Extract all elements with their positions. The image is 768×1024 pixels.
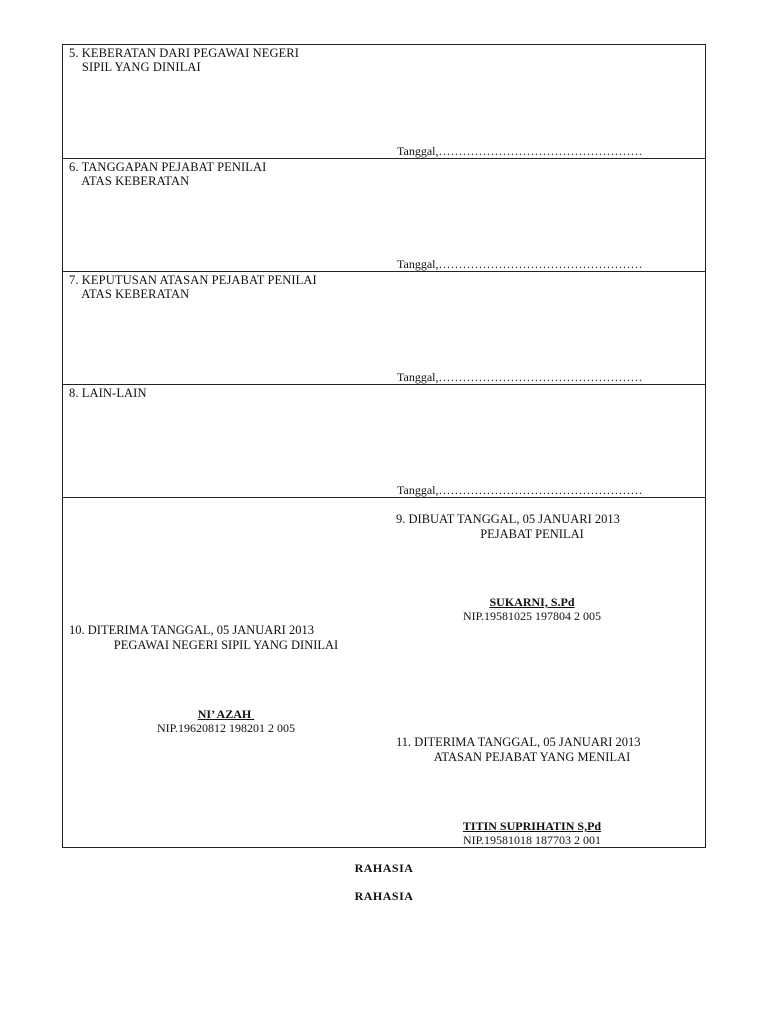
- section-other: [63, 385, 705, 498]
- section-title: 6. TANGGAPAN PEJABAT PENILAI ATAS KEBERATAN: [69, 160, 267, 188]
- date-line: Tanggal,……………………………………………: [397, 370, 643, 384]
- date-line: Tanggal,……………………………………………: [397, 483, 643, 497]
- made-signatory-name: SUKARNI, S.Pd: [489, 595, 575, 609]
- section-decision: [63, 272, 705, 385]
- section-response: [63, 159, 705, 272]
- made-signatory-nip: NIP.19581025 197804 2 005: [462, 609, 601, 623]
- superior-name: TITIN SUPRIHATIN S,Pd: [462, 819, 602, 833]
- section-title: 7. KEPUTUSAN ATASAN PEJABAT PENILAI ATAS KEBERATAN: [69, 273, 317, 301]
- section-title: 8. LAIN-LAIN: [69, 386, 147, 400]
- received-superior-role: ATASAN PEJABAT YANG MENILAI: [433, 750, 631, 764]
- section-signatures: [63, 498, 705, 847]
- made-role: PEJABAT PENILAI: [480, 527, 584, 541]
- date-line: Tanggal,……………………………………………: [397, 144, 643, 158]
- made-date-line: 9. DIBUAT TANGGAL, 05 JANUARI 2013: [396, 512, 620, 526]
- received-employee-date-line: 10. DITERIMA TANGGAL, 05 JANUARI 2013: [69, 623, 314, 637]
- received-employee-role: PEGAWAI NEGERI SIPIL YANG DINILAI: [113, 638, 339, 652]
- received-superior-date-line: 11. DITERIMA TANGGAL, 05 JANUARI 2013: [396, 735, 641, 749]
- section-title: 5. KEBERATAN DARI PEGAWAI NEGERI SIPIL YANG DINILAI: [69, 46, 300, 74]
- employee-nip: NIP.19620812 198201 2 005: [156, 721, 295, 735]
- section-objection: [63, 45, 705, 159]
- employee-name: NI’ AZAH: [197, 707, 255, 721]
- appraisal-form: [62, 44, 706, 848]
- confidential-label: RAHASIA: [354, 889, 414, 903]
- confidential-label: RAHASIA: [354, 861, 414, 875]
- superior-nip: NIP.19581018 187703 2 001: [462, 833, 601, 847]
- date-line: Tanggal,……………………………………………: [397, 257, 643, 271]
